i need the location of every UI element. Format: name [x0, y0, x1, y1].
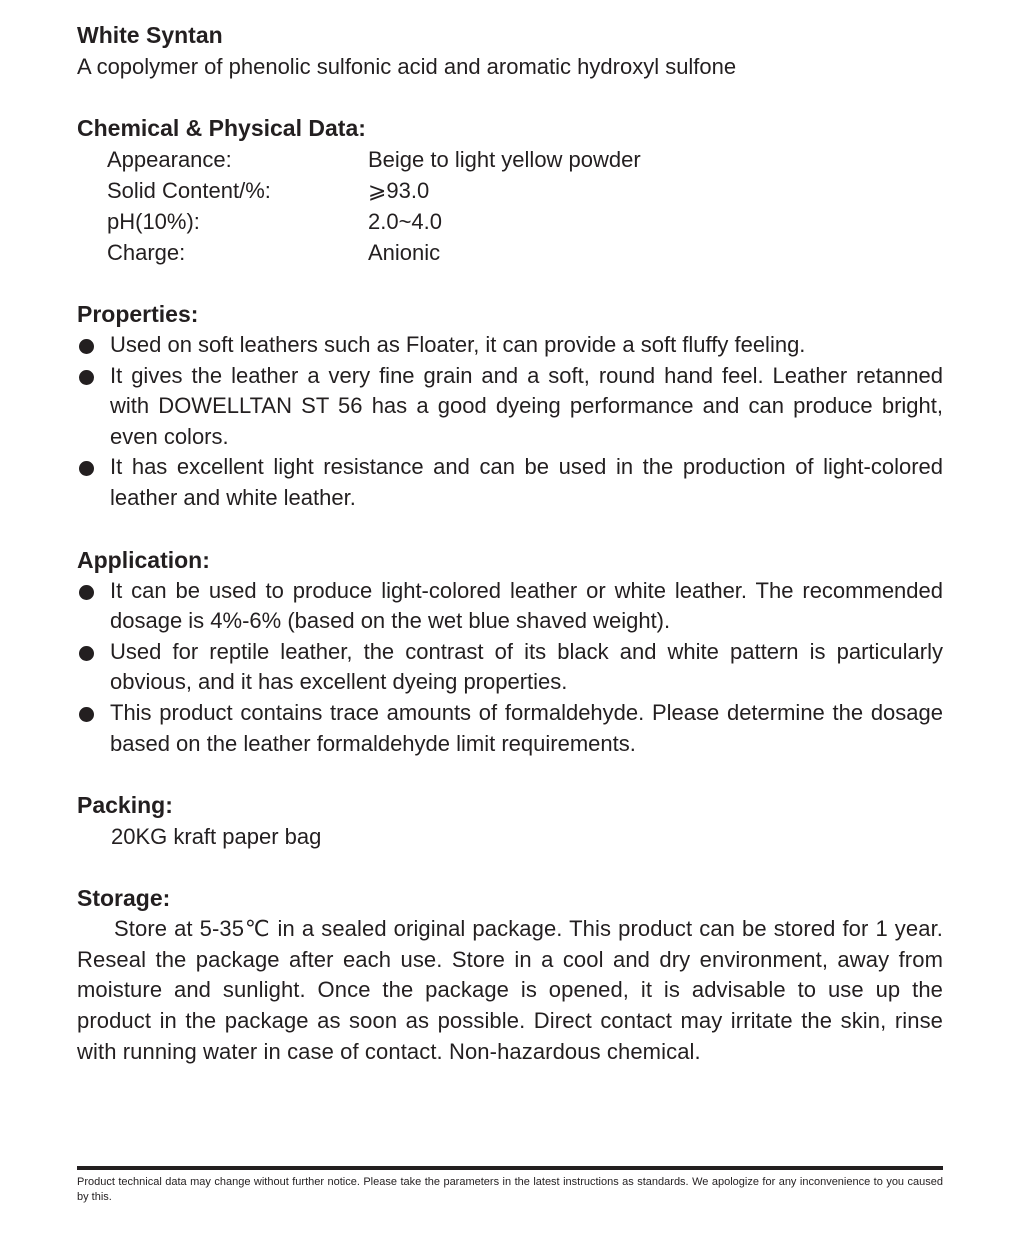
bullet-icon [79, 585, 94, 600]
list-item-text: Used for reptile leather, the contrast of its black and white pattern is particularly obvious, and it has excellent dyeing properties. [110, 638, 943, 695]
list-item-text: It can be used to produce light-colored leather or white leather. The recommended dosage is 4%-6% (based on the wet blue shaved weight). [110, 577, 943, 634]
list-item-text: It gives the leather a very fine grain and a soft, round hand feel. Leather retanned with DOWELLTAN ST 56 has a good dyeing performance and can produce bright, even colors. [110, 362, 943, 449]
data-row-charge [77, 237, 943, 268]
bullet-icon [79, 707, 94, 722]
data-label: Appearance: [107, 147, 232, 172]
footer-divider [77, 1166, 943, 1170]
list-item-text: Used on soft leathers such as Floater, it can provide a soft fluffy feeling. [110, 332, 806, 357]
bullet-icon [79, 339, 94, 354]
list-item-text: This product contains trace amounts of formaldehyde. Please determine the dosage based on the leather formaldehyde limit requirements. [110, 699, 943, 756]
data-label: Charge: [107, 240, 186, 265]
product-title: White Syntan [77, 22, 223, 48]
data-label: pH(10%): [107, 209, 200, 234]
list-item [77, 576, 943, 637]
data-label: Solid Content/%: [107, 178, 271, 203]
properties-heading: Properties: [77, 301, 199, 327]
data-value: ⩾93.0 [368, 178, 430, 203]
list-item [77, 452, 943, 513]
bullet-icon [79, 646, 94, 661]
storage-text: Store at 5-35℃ in a sealed original package. This product can be stored for 1 year. Reseal the package after each use. Store in a cool and dry environment, away from moisture and sunlight. Once the package is opened, it is advisable to use up the product in the package as soon as possible. Direct contact may irritate the skin, rinse with running water in case of contact. Non-hazardous chemical. [77, 916, 943, 1064]
data-value: Anionic [368, 240, 441, 265]
list-item [77, 698, 943, 759]
application-heading: Application: [77, 546, 210, 573]
packing-heading: Packing: [77, 792, 173, 819]
list-item [77, 637, 943, 698]
packing-text: 20KG kraft paper bag [111, 824, 322, 850]
footer-disclaimer: Product technical data may change without further notice. Please take the parameters in the latest instructions as standards. We apologize for any inconvenience to you caused by this. [77, 1176, 943, 1203]
storage-heading: Storage: [77, 885, 171, 912]
product-subtitle: A copolymer of phenolic sulfonic acid and aromatic hydroxyl sulfone [77, 54, 737, 79]
storage-section [77, 883, 943, 1067]
bullet-icon [79, 370, 94, 385]
list-item [77, 330, 943, 361]
bullet-icon [79, 461, 94, 476]
data-row-solid-content [77, 175, 943, 206]
data-value: 2.0~4.0 [368, 209, 443, 234]
page-footer [77, 1166, 943, 1205]
list-item-text: It has excellent light resistance and can be used in the production of light-colored leather and white leather. [110, 454, 943, 510]
packing-section [77, 790, 943, 852]
chemical-physical-heading: Chemical & Physical Data: [77, 115, 366, 141]
data-row-ph [77, 206, 943, 237]
application-section [77, 545, 943, 760]
chemical-physical-section [77, 113, 943, 268]
properties-section [77, 299, 943, 514]
list-item [77, 361, 943, 453]
data-row-appearance [77, 144, 943, 175]
document-body [77, 20, 943, 1067]
data-value: Beige to light yellow powder [368, 147, 641, 172]
